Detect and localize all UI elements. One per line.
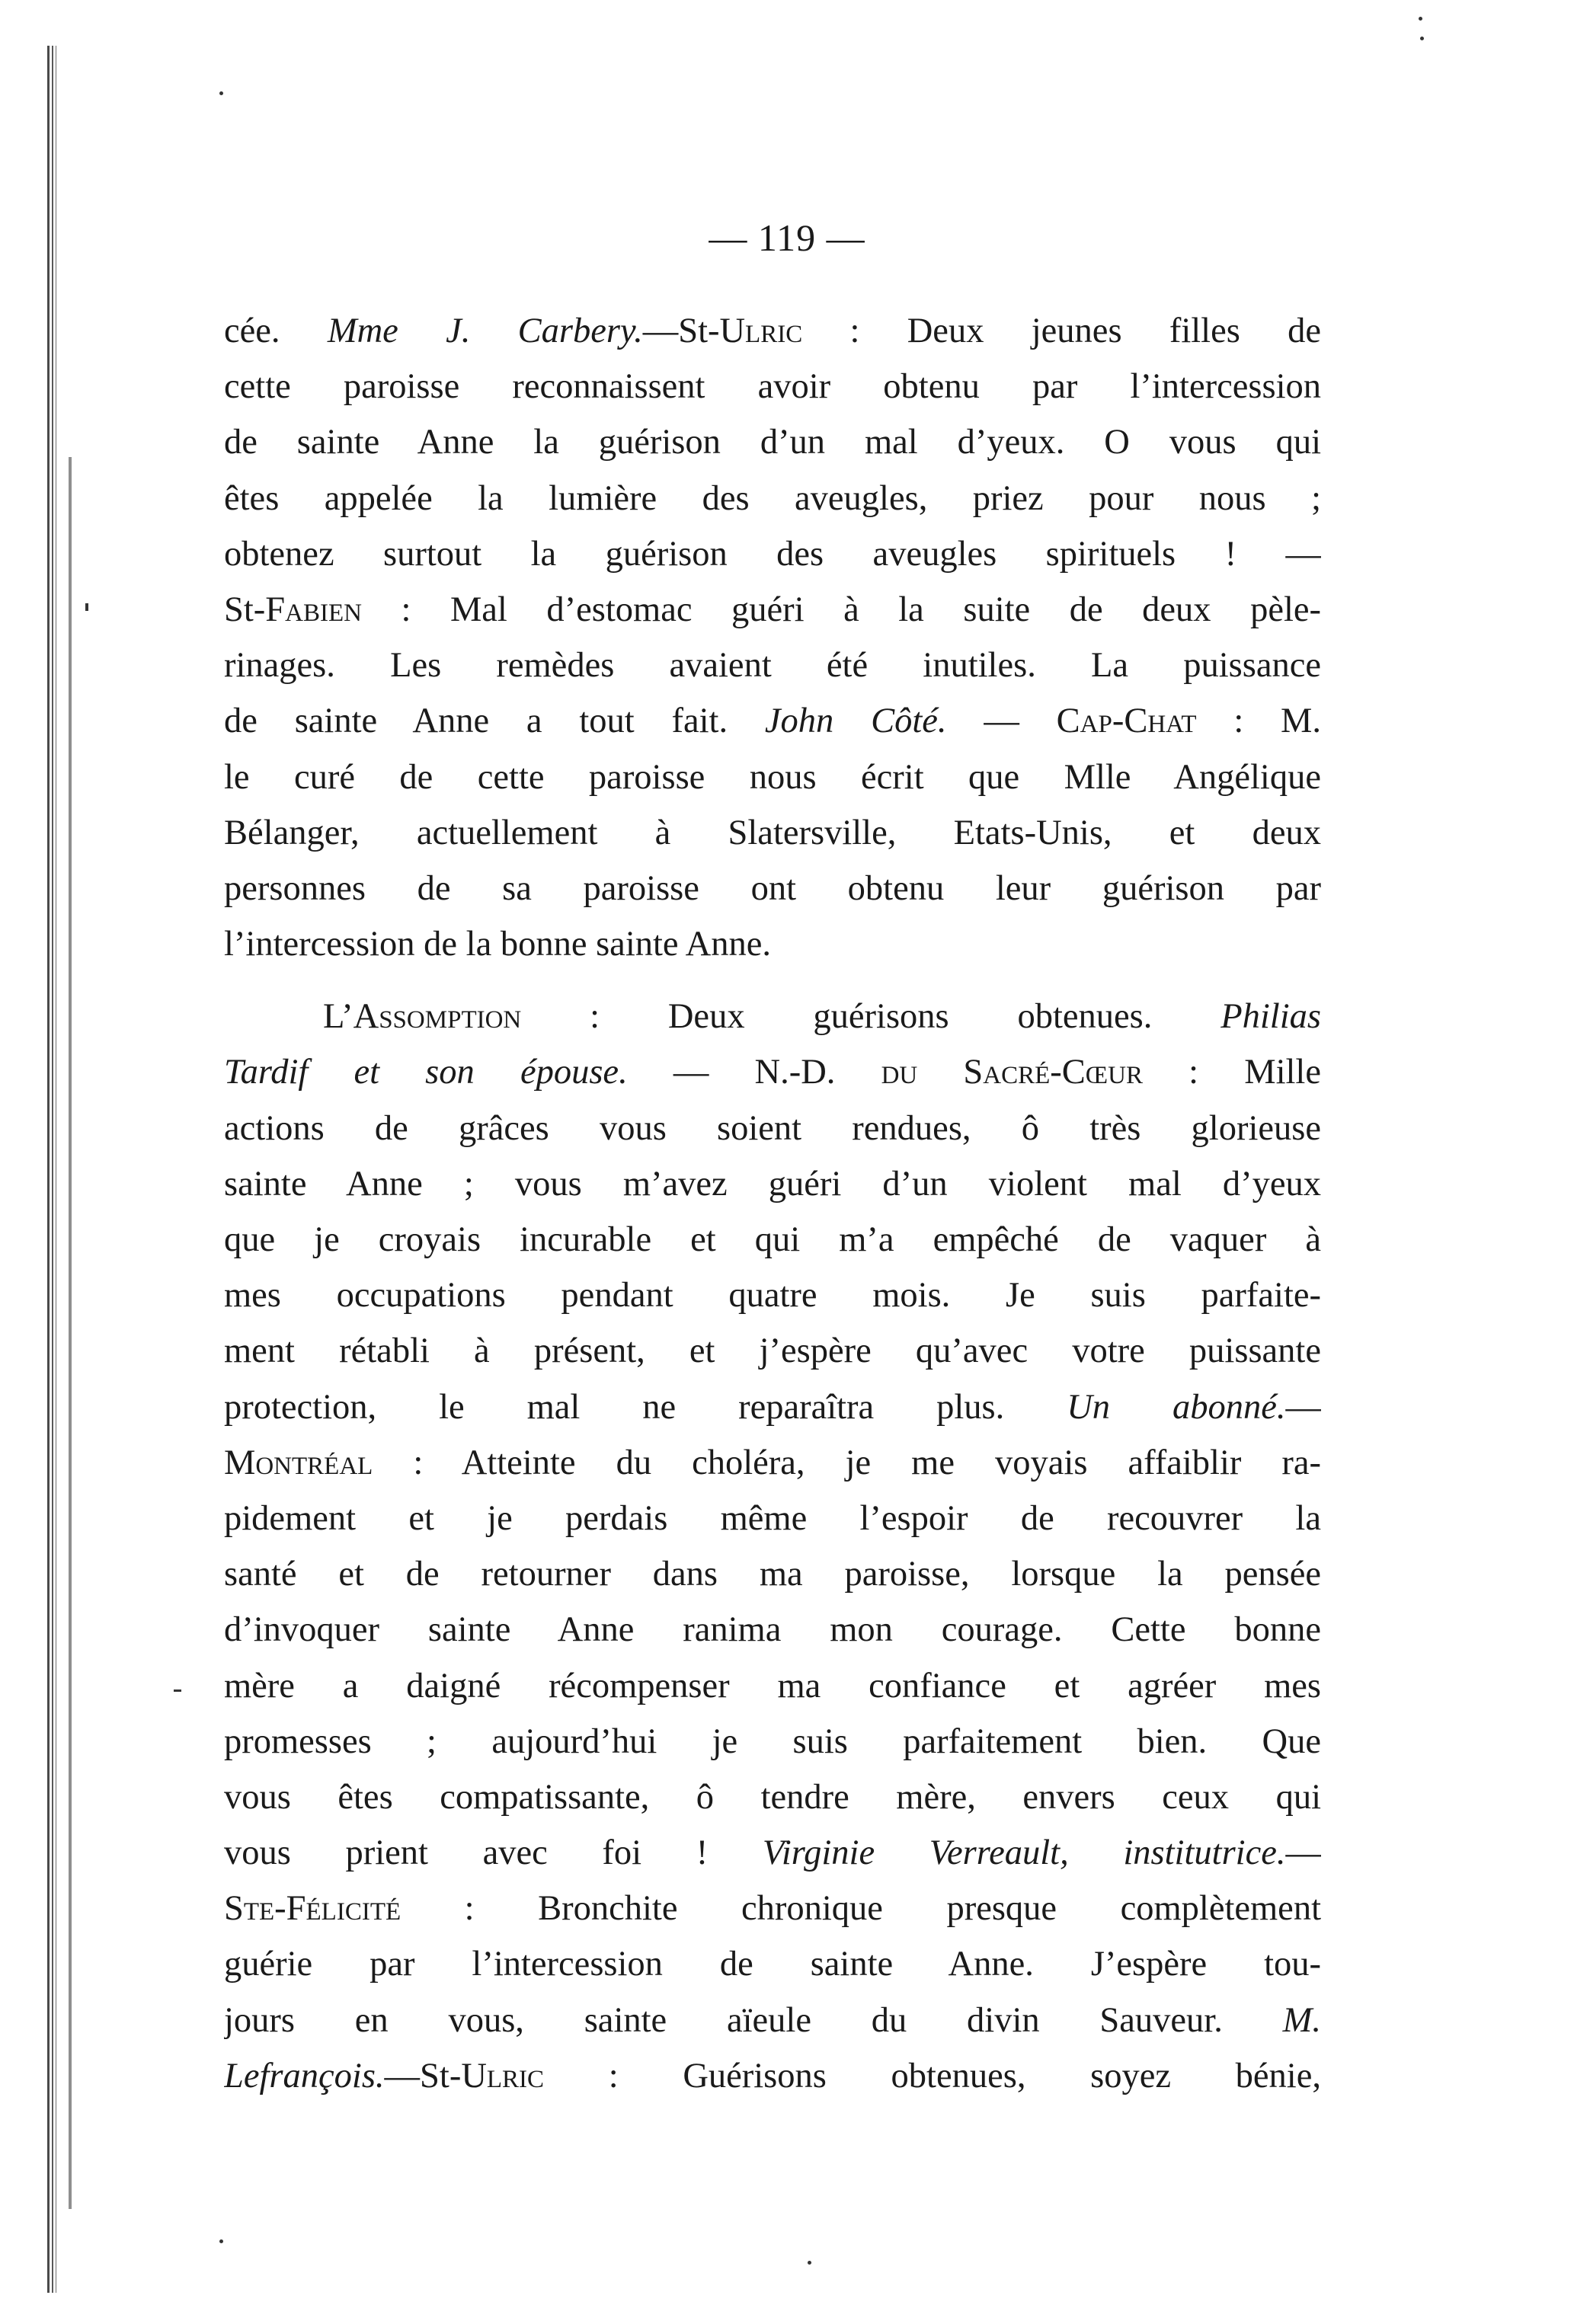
text-line	[224, 1993, 1321, 2048]
text-line	[224, 1212, 1321, 1267]
speck	[219, 91, 223, 95]
text-line	[224, 414, 1321, 470]
text-run: —	[946, 702, 1057, 741]
text-line	[224, 989, 1321, 1044]
text-line	[224, 1267, 1321, 1323]
text-run: mes occupations pendant quatre mois. Je suis parfaite-	[224, 1276, 1321, 1315]
text-line	[224, 1936, 1321, 1992]
text-line	[224, 526, 1321, 582]
text-line	[224, 638, 1321, 693]
text-line	[224, 916, 1321, 972]
text-run: rinages. Les remèdes avaient été inutiles. La puissance	[224, 646, 1321, 686]
text-line	[224, 1825, 1321, 1881]
text-line	[224, 303, 1321, 359]
speck	[1420, 37, 1424, 40]
text-run: vous êtes compatissante, ô tendre mère, envers ceux qui	[224, 1777, 1321, 1817]
page-number: — 119 —	[709, 216, 865, 259]
text-run: obtenez surtout la guérison des aveugles spirituels ! —	[224, 534, 1321, 574]
text-line	[224, 1769, 1321, 1825]
text-run: jours en vous, sainte aïeule du divin Sauveur.	[224, 2000, 1283, 2040]
place-name: Cap-Chat	[1056, 702, 1197, 741]
text-run: : Deux guérisons obtenues.	[521, 997, 1221, 1037]
text-line	[224, 861, 1321, 916]
speck	[808, 2261, 811, 2265]
text-run: cette paroisse reconnaissent avoir obtenu par l’intercession	[224, 367, 1321, 407]
italic-text: Lefrançois.	[224, 2056, 385, 2095]
italic-text: Tardif et son épouse.	[224, 1053, 628, 1092]
text-line	[224, 1101, 1321, 1156]
text-run: —St-	[384, 2056, 462, 2095]
text-run: : Mille	[1142, 1053, 1321, 1092]
body-text	[224, 303, 1321, 2104]
text-run: cée.	[224, 312, 328, 350]
paragraph-gap	[224, 972, 1321, 989]
text-line	[224, 1044, 1321, 1100]
speck	[85, 603, 88, 611]
text-run: —	[1285, 1833, 1321, 1873]
binding-shadow	[69, 457, 72, 2209]
text-run: d’invoquer sainte Anne ranima mon courage. Cette bonne	[224, 1610, 1321, 1650]
italic-text: Virginie Verreault, institutrice.	[762, 1833, 1286, 1873]
place-name: Ulric	[461, 2056, 545, 2095]
text-line	[224, 2048, 1321, 2104]
text-run: promesses ; aujourd’hui je suis parfaitement bien. Que	[224, 1721, 1321, 1761]
text-line	[224, 1658, 1321, 1714]
text-run: guérie par l’intercession de sainte Anne. J’espère tou-	[224, 1945, 1321, 1984]
italic-text: Mme J. Carbery.	[327, 312, 643, 350]
binding-edge	[47, 46, 58, 2293]
text-run: santé et de retourner dans ma paroisse, lorsque la pensée	[224, 1555, 1321, 1594]
text-run: — N.-D.	[627, 1053, 881, 1092]
text-line	[224, 1435, 1321, 1491]
text-run: que je croyais incurable et qui m’a empêché de vaquer à	[224, 1220, 1321, 1259]
text-run: vous prient avec foi !	[224, 1833, 763, 1873]
text-run: personnes de sa paroisse ont obtenu leur guérison par	[224, 868, 1321, 908]
text-run: Bélanger, actuellement à Slatersville, Etats-Unis, et deux	[224, 813, 1321, 852]
text-line	[224, 582, 1321, 638]
text-run: actions de grâces vous soient rendues, ô très glorieuse	[224, 1108, 1321, 1148]
place-name: Ste-Félicité	[224, 1889, 401, 1929]
place-name: Montréal	[224, 1443, 373, 1482]
text-run: —St-	[642, 312, 720, 350]
text-run: ment rétabli à présent, et j’espère qu’avec votre puissante	[224, 1331, 1321, 1371]
text-run: —	[1285, 1387, 1321, 1427]
text-line	[224, 1491, 1321, 1546]
text-run: le curé de cette paroisse nous écrit que Mlle Angélique	[224, 757, 1321, 797]
text-run: St-	[224, 590, 266, 629]
text-run: : Mal d’estomac guéri à la suite de deux pèle-	[361, 590, 1321, 629]
text-line	[224, 1602, 1321, 1657]
speck	[219, 2239, 223, 2243]
text-line	[224, 750, 1321, 805]
text-line	[224, 1323, 1321, 1379]
text-run: de sainte Anne la guérison d’un mal d’yeux. O vous qui	[224, 423, 1321, 462]
text-line	[224, 693, 1321, 749]
place-name: du Sacré-Cœur	[881, 1053, 1143, 1092]
text-line	[224, 359, 1321, 414]
place-name: Assomption	[353, 997, 522, 1037]
place-name: Ulric	[719, 312, 803, 350]
text-line	[224, 1714, 1321, 1769]
text-run: l’intercession de la bonne sainte Anne.	[224, 925, 771, 964]
text-run: : Bronchite chronique presque complètement	[401, 1889, 1321, 1929]
speck	[174, 1689, 181, 1692]
place-name: Fabien	[265, 590, 362, 629]
text-line	[224, 1546, 1321, 1602]
text-run: de sainte Anne a tout fait.	[224, 702, 765, 741]
italic-text: John Côté.	[764, 702, 947, 741]
text-run: : M.	[1196, 702, 1321, 741]
text-line	[224, 1881, 1321, 1936]
text-line	[224, 471, 1321, 526]
text-line	[224, 805, 1321, 861]
text-line	[224, 1156, 1321, 1212]
text-run: : Atteinte du choléra, je me voyais affaiblir ra-	[373, 1443, 1321, 1482]
text-run: sainte Anne ; vous m’avez guéri d’un violent mal d’yeux	[224, 1164, 1321, 1204]
italic-text: Philias	[1220, 997, 1321, 1037]
italic-text: M.	[1282, 2000, 1321, 2040]
text-run: protection, le mal ne reparaîtra plus.	[224, 1387, 1067, 1427]
text-line	[224, 1379, 1321, 1435]
speck	[1419, 17, 1422, 21]
text-run: êtes appelée la lumière des aveugles, priez pour nous ;	[224, 478, 1321, 518]
text-run: : Deux jeunes filles de	[802, 312, 1321, 350]
text-run: pidement et je perdais même l’espoir de recouvrer la	[224, 1498, 1321, 1538]
italic-text: Un abonné.	[1067, 1387, 1286, 1427]
text-run: L’	[323, 997, 354, 1037]
text-run: : Guérisons obtenues, soyez bénie,	[544, 2056, 1321, 2095]
text-run: mère a daigné récompenser ma confiance et agréer mes	[224, 1666, 1321, 1705]
